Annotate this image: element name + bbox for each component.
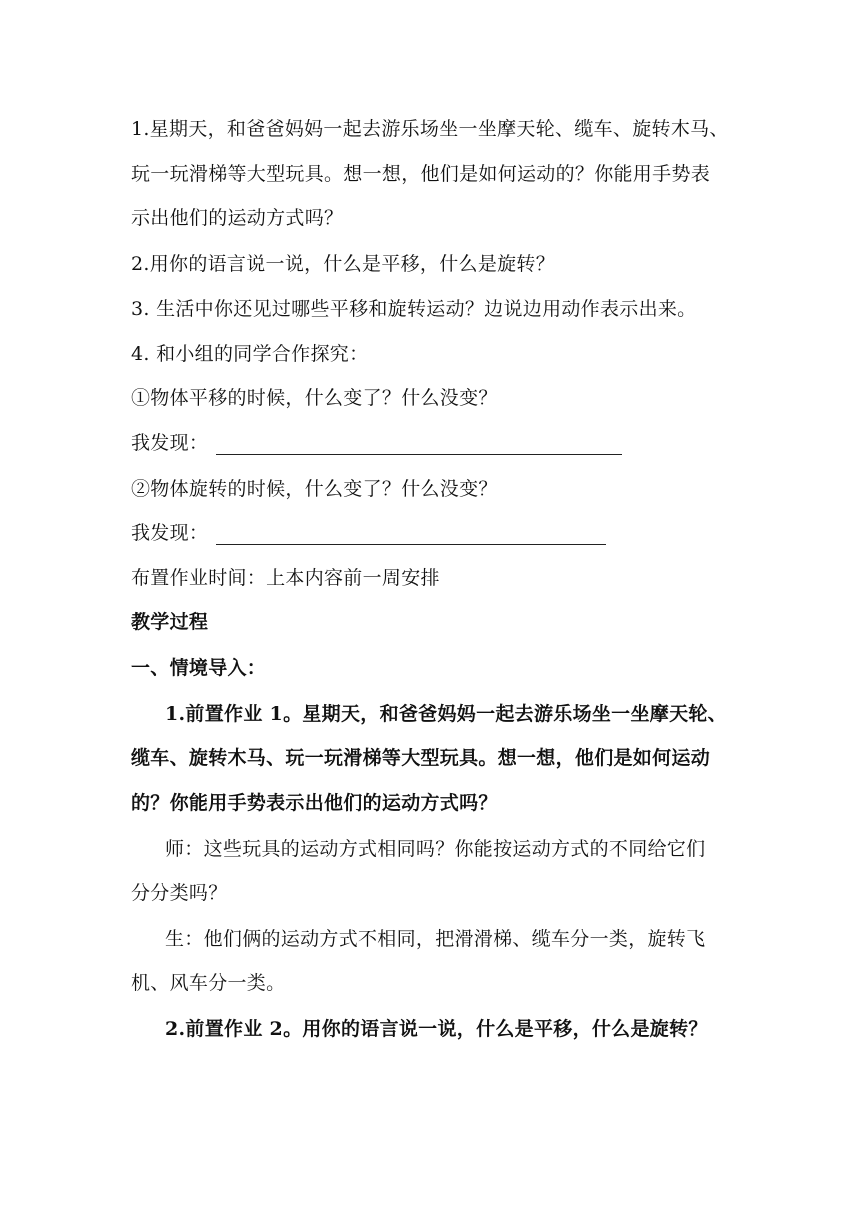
preview-line-7: ①物体平移的时候，什么变了？什么没变？: [131, 387, 498, 409]
item1-line-2: 缆车、旋转木马、玩一玩滑梯等大型玩具。想一想，他们是如何运动: [131, 747, 711, 769]
homework-time-line: 布置作业时间：上本内容前一周安排: [131, 567, 440, 589]
preview-line-1: 1.星期天，和爸爸妈妈一起去游乐场坐一坐摩天轮、缆车、旋转木马、: [131, 118, 729, 140]
section-heading-1: 一、情境导入：: [131, 657, 267, 679]
preview-line-5: 3. 生活中你还见过哪些平移和旋转运动？边说边用动作表示出来。: [131, 298, 697, 320]
answer-label-2: 我发现：: [131, 522, 209, 544]
preview-line-4: 2.用你的语言说一说，什么是平移，什么是旋转？: [131, 253, 556, 275]
answer-label-1: 我发现：: [131, 432, 209, 454]
answer-blank-2[interactable]: [216, 524, 606, 545]
answer-row-2: [131, 521, 731, 545]
teacher-line-2: 分分类吗？: [131, 882, 228, 904]
item1-line-1: 1.前置作业 1。星期天，和爸爸妈妈一起去游乐场坐一坐摩天轮、: [165, 703, 727, 725]
preview-line-2: 玩一玩滑梯等大型玩具。想一想，他们是如何运动的？你能用手势表: [131, 163, 711, 185]
preview-line-6: 4. 和小组的同学合作探究：: [131, 343, 369, 365]
item1-line-3: 的？你能用手势表示出他们的运动方式吗？: [131, 792, 498, 814]
preview-line-3: 示出他们的运动方式吗？: [131, 207, 344, 229]
teacher-line-1: 师：这些玩具的运动方式相同吗？你能按运动方式的不同给它们: [165, 838, 706, 860]
process-heading: 教学过程: [131, 611, 209, 633]
student-line-2: 机、风车分一类。: [131, 972, 286, 994]
answer-blank-1[interactable]: [216, 434, 622, 455]
answer-row-1: [131, 431, 731, 455]
student-line-1: 生：他们俩的运动方式不相同，把滑滑梯、缆车分一类，旋转飞: [165, 928, 706, 950]
preview-line-9: ②物体旋转的时候，什么变了？什么没变？: [131, 478, 498, 500]
item2-line: 2.前置作业 2。用你的语言说一说，什么是平移，什么是旋转？: [165, 1018, 708, 1040]
